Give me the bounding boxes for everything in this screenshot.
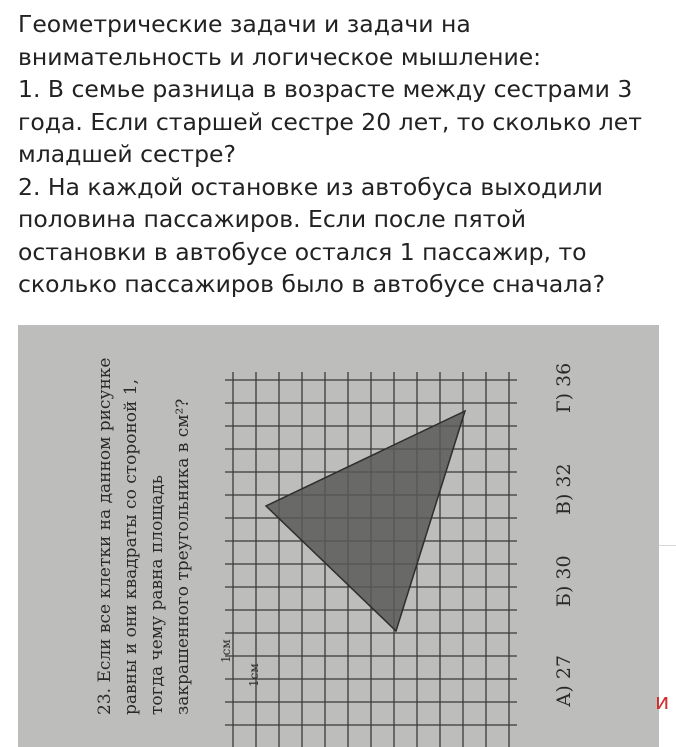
question-line: 2. На каждой остановке из автобуса выходили [18, 172, 603, 201]
textbook-photo[interactable] [18, 325, 659, 747]
problem-text-line: закрашенного треугольника в см²? [173, 398, 193, 715]
divider [659, 545, 676, 546]
textbook-figure [18, 325, 659, 747]
question-line: половина пассажиров. Если после пятой [18, 205, 527, 233]
question-line: младшей сестре? [18, 140, 236, 168]
question-line: сколько пассажиров было в автобусе сначала? [18, 270, 606, 298]
question-line: Геометрические задачи и задачи на [18, 10, 471, 38]
question-line: 1. В семье разница в возрасте между сестрами 3 [18, 75, 633, 103]
question-line: остановки в автобусе остался 1 пассажир, то [18, 237, 587, 266]
answer-option: В) 32 [553, 463, 575, 515]
answer-option: А) 27 [553, 654, 575, 707]
answer-option: Б) 30 [553, 555, 575, 607]
unit-label: 1см [247, 663, 261, 687]
problem-text-line: равны и они квадраты со стороной 1, [121, 379, 141, 715]
problem-text-line: 23. Если все клетки на данном рисунке [95, 357, 115, 715]
question-text [18, 8, 668, 301]
unit-label: 1см [219, 639, 233, 663]
edge-text-fragment: и [655, 690, 670, 715]
answer-option: Г) 36 [553, 362, 575, 413]
shaded-triangle [266, 411, 465, 631]
question-line: внимательность и логическое мышление: [18, 42, 542, 71]
problem-text-line: тогда чему равна площадь [147, 475, 167, 715]
question-line: года. Если старшей сестре 20 лет, то сколько лет [18, 107, 642, 136]
